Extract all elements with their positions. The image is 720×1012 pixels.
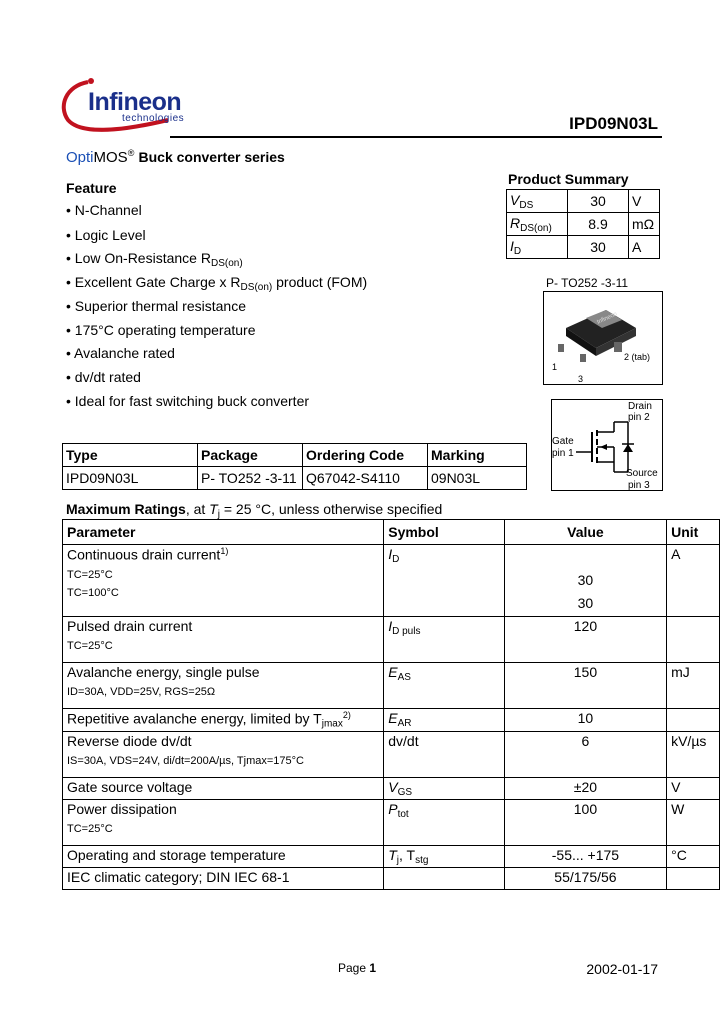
table-row: Continuous drain current$^{1)}$ TC=25°C TC=100°C $I_D$ 30 30 A bbox=[63, 545, 720, 617]
pin3-label: 3 bbox=[578, 374, 584, 384]
series-reg: ® bbox=[127, 148, 135, 158]
feature-item: • dv/dt rated bbox=[66, 369, 141, 385]
logo-wordmark: Infineon bbox=[88, 88, 182, 116]
source-pin-label: pin 3 bbox=[628, 480, 650, 490]
table-row: Repetitive avalanche energy, limited by $T_{jmax}^{2)}$ $E_{AR}$ 10 bbox=[63, 709, 720, 732]
series-title bbox=[66, 148, 285, 166]
table-row: Gate source voltage $V_{GS}$ ±20 V bbox=[63, 777, 720, 799]
header-rule bbox=[170, 136, 662, 138]
feature-item: • Excellent Gate Charge x $R_{DS(on)}$ product (FOM) bbox=[66, 274, 368, 293]
package-title: P- TO252 -3-11 bbox=[546, 276, 629, 290]
series-name: Buck converter series bbox=[138, 149, 285, 165]
package-drawing bbox=[544, 292, 662, 384]
feature-item: • 175°C operating temperature bbox=[66, 322, 256, 338]
logo-subtitle: technologies bbox=[122, 113, 185, 124]
gate-pin-label: pin 1 bbox=[552, 448, 574, 459]
drain-label: Drain bbox=[628, 401, 652, 412]
feature-item: • N-Channel bbox=[66, 202, 142, 218]
feature-item: • Ideal for fast switching buck converter bbox=[66, 393, 310, 409]
page-number: Page 1 bbox=[338, 961, 377, 975]
feature-item: • Superior thermal resistance bbox=[66, 298, 246, 314]
table-row: $I_D$ 30 A bbox=[507, 236, 660, 259]
product-summary-title: Product Summary bbox=[508, 171, 629, 187]
max-ratings-title: Maximum Ratings, at $T_j = 25$ °C, unless otherwise specified bbox=[66, 501, 443, 520]
table-header-row: Type Package Ordering Code Marking bbox=[63, 444, 527, 467]
mosfet-symbol bbox=[551, 399, 663, 491]
feature-item: • Low On-Resistance $R_{DS(on)}$ bbox=[66, 250, 243, 269]
table-row: $R_{DS(on)}$ 8.9 mΩ bbox=[507, 213, 660, 236]
mosfet-drawing bbox=[552, 400, 662, 490]
package-image bbox=[543, 291, 663, 385]
table-row: Pulsed drain current TC=25°C $I_{D puls}$ 120 bbox=[63, 617, 720, 663]
table-row: Power dissipation TC=25°C $P_{tot}$ 100 W bbox=[63, 799, 720, 845]
table-row: IPD09N03L P- TO252 -3-11 Q67042-S4110 09N03L bbox=[63, 467, 527, 490]
table-row: Avalanche energy, single pulse ID=30A, VDD=25V, RGS=25Ω $E_{AS}$ 150 mJ bbox=[63, 663, 720, 709]
pin2-label: 2 (tab) bbox=[624, 352, 651, 362]
part-number: IPD09N03L bbox=[569, 114, 658, 133]
document-date: 2002-01-17 bbox=[586, 961, 658, 977]
svg-text:Infineon: Infineon bbox=[596, 311, 619, 326]
max-ratings-table bbox=[62, 519, 720, 890]
gate-label: Gate bbox=[552, 436, 574, 447]
feature-item: • Logic Level bbox=[66, 227, 146, 243]
pin1-label: 1 bbox=[552, 362, 558, 372]
series-mos: MOS bbox=[93, 149, 128, 166]
source-label: Source bbox=[626, 468, 658, 479]
series-opti: Opti bbox=[66, 149, 94, 166]
table-row: Operating and storage temperature $T_j$, $T_{stg}$ -55... +175 °C bbox=[63, 845, 720, 867]
table-row: IEC climatic category; DIN IEC 68-1 55/175/56 bbox=[63, 867, 720, 889]
product-summary-table bbox=[506, 189, 660, 259]
feature-item: • Avalanche rated bbox=[66, 345, 175, 361]
ordering-table bbox=[62, 443, 527, 490]
table-row: Reverse diode dv/dt IS=30A, VDS=24V, di/dt=200A/µs, Tjmax=175°C dv/dt 6 kV/µs bbox=[63, 731, 720, 777]
drain-pin-label: pin 2 bbox=[628, 412, 650, 423]
table-header-row: Parameter Symbol Value Unit bbox=[63, 520, 720, 545]
table-row: $V_{DS}$ 30 V bbox=[507, 190, 660, 213]
feature-heading: Feature bbox=[66, 180, 117, 196]
